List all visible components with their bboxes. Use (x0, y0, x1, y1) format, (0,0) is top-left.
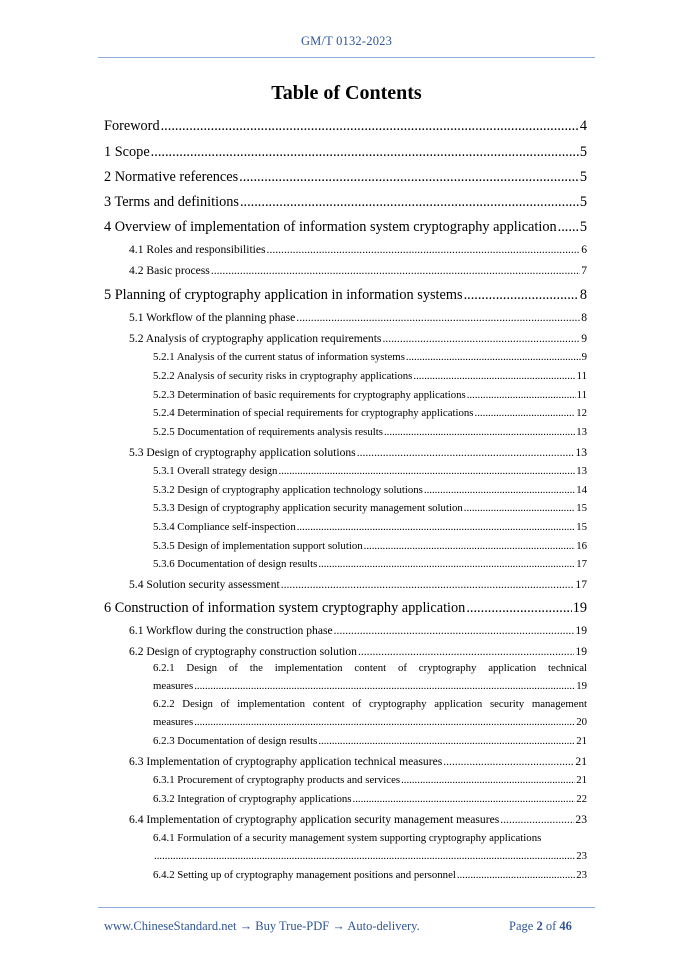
toc-entry-page: 13 (576, 465, 587, 477)
toc-entry[interactable] (153, 389, 587, 401)
toc-entry[interactable] (129, 446, 587, 459)
toc-entry-label[interactable]: 6.4.1 Formulation of a security management system supporting cryptography applications (153, 832, 542, 844)
toc-entry-label: 5.3.1 Overall strategy design (153, 465, 278, 477)
total-pages: 46 (559, 919, 572, 933)
toc-entry-page: 15 (576, 502, 587, 514)
toc-entry[interactable] (129, 578, 587, 591)
toc-entry-page: 6 (581, 243, 587, 256)
toc-entry-page: 19 (572, 600, 587, 616)
toc-entry-page: 17 (576, 558, 587, 570)
toc-entry-page: 9 (581, 332, 587, 345)
toc-entry-page: 23 (575, 813, 587, 826)
toc-entry-label: 2 Normative references (104, 169, 239, 185)
toc-entry-label-cont: measures (153, 716, 194, 728)
toc-entry[interactable] (129, 243, 587, 256)
toc-entry[interactable] (153, 370, 587, 382)
toc-entry[interactable] (129, 624, 587, 637)
toc-entry-label-cont: measures (153, 680, 194, 692)
toc-entry-page: 21 (576, 774, 587, 786)
toc-entry-page: 20 (576, 716, 587, 728)
toc-entry[interactable] (104, 118, 587, 135)
toc-entry-page: 4 (579, 118, 587, 134)
toc-entry-page: 22 (576, 793, 587, 805)
toc-entry-label: 5.2.3 Determination of basic requirements for cryptography applications (153, 389, 466, 401)
toc-entry-label: 5.3.2 Design of cryptography application technology solutions (153, 484, 423, 496)
toc-entry[interactable] (153, 407, 587, 419)
toc-entry[interactable] (129, 645, 587, 658)
toc-entry-page: 5 (579, 194, 587, 210)
toc-entry[interactable] (153, 558, 587, 570)
toc-entry-label: 5 Planning of cryptography application in information systems (104, 287, 463, 303)
toc-entry-label[interactable]: 6.2.2 Design of implementation content of cryptography application security management (153, 698, 587, 710)
toc-entry-label: Foreword (104, 118, 160, 134)
toc-entry-page: 19 (575, 645, 587, 658)
toc-entry[interactable] (153, 540, 587, 552)
toc-entry-label: 5.3.6 Documentation of design results (153, 558, 318, 570)
toc-entry-page: 21 (575, 755, 587, 768)
arrow-icon: → (239, 919, 253, 933)
toc-entry-label: 6.2 Design of cryptography construction solution (129, 645, 357, 658)
toc-entry-page: 8 (581, 311, 587, 324)
toc-entry-label[interactable]: 6.2.1 Design of the implementation content of cryptography application technical (153, 662, 587, 674)
toc-entry-label: 5.2.5 Documentation of requirements analysis results (153, 426, 383, 438)
toc-entry[interactable] (104, 194, 587, 211)
toc-entry-page: 12 (576, 407, 587, 419)
toc-entry-label: 5.1 Workflow of the planning phase (129, 311, 296, 324)
toc-entry[interactable] (153, 521, 587, 533)
toc-entry-page: 14 (576, 484, 587, 496)
toc-entry-label: 5.3 Design of cryptography application solutions (129, 446, 356, 459)
toc-entry[interactable] (153, 850, 587, 862)
toc-entry[interactable] (153, 716, 587, 728)
toc-entry[interactable] (153, 680, 587, 692)
toc-entry[interactable] (129, 813, 587, 826)
toc-entry[interactable] (153, 465, 587, 477)
toc-entry[interactable] (153, 502, 587, 514)
toc-entry[interactable] (129, 332, 587, 345)
toc-entry[interactable] (104, 169, 587, 186)
toc-entry[interactable] (153, 426, 587, 438)
arrow-icon: → (332, 919, 345, 933)
toc-entry-page: 5 (579, 219, 587, 235)
toc-entry[interactable] (153, 869, 587, 881)
header-divider (98, 57, 595, 58)
toc-entry[interactable] (104, 600, 587, 617)
toc-entry[interactable] (153, 484, 587, 496)
site-link[interactable]: www.ChineseStandard.net (104, 919, 237, 933)
toc-entry-label: 4 Overview of implementation of information system cryptography application (104, 219, 557, 235)
delivery-text: Auto-delivery. (347, 919, 420, 933)
toc-entry-page: 11 (576, 389, 587, 401)
toc-entry-label: 6.1 Workflow during the construction phase (129, 624, 333, 637)
toc-entry-label: 6.3.1 Procurement of cryptography products and services (153, 774, 401, 786)
toc-entry[interactable] (153, 735, 587, 747)
toc-entry-label: 5.2.4 Determination of special requirements for cryptography applications (153, 407, 474, 419)
toc-entry-label: 6.3 Implementation of cryptography application technical measures (129, 755, 443, 768)
toc-entry-page: 17 (575, 578, 587, 591)
toc-entry-label: 6.2.3 Documentation of design results (153, 735, 318, 747)
toc-entry-page: 9 (581, 351, 587, 363)
toc-entry-label: 5.3.4 Compliance self-inspection (153, 521, 296, 533)
toc-entry[interactable] (153, 351, 587, 363)
toc-entry-label: 6.4 Implementation of cryptography application security management measures (129, 813, 500, 826)
current-page: 2 (536, 919, 543, 933)
buy-link[interactable]: Buy True-PDF (255, 919, 330, 933)
toc-entry-label: 5.3.3 Design of cryptography application security management solution (153, 502, 463, 514)
toc-entry[interactable] (104, 144, 587, 161)
toc-entry-label: 6.3.2 Integration of cryptography applications (153, 793, 352, 805)
toc-entry[interactable] (104, 287, 587, 304)
toc-entry[interactable] (129, 755, 587, 768)
toc-entry-label: 4.2 Basic process (129, 264, 210, 277)
toc-entry-page: 5 (579, 169, 587, 185)
toc-entry-label: 5.3.5 Design of implementation support solution (153, 540, 363, 552)
toc-entry-page: 19 (576, 680, 587, 692)
toc-entry-page: 5 (579, 144, 587, 160)
toc-entry-page: 16 (576, 540, 587, 552)
toc-entry-page: 7 (581, 264, 587, 277)
toc-entry-page: 13 (576, 426, 587, 438)
toc-entry[interactable] (129, 264, 587, 277)
toc-entry-label: 4.1 Roles and responsibilities (129, 243, 266, 256)
toc-entry-page: 21 (576, 735, 587, 747)
toc-entry-page: 15 (576, 521, 587, 533)
toc-entry[interactable] (129, 311, 587, 324)
toc-entry-page: 19 (575, 624, 587, 637)
toc-entry[interactable] (153, 774, 587, 786)
toc-entry-page: 8 (579, 287, 587, 303)
toc-entry-label: 6 Construction of information system cryptography application (104, 600, 466, 616)
toc-entry[interactable] (104, 219, 587, 236)
toc-entry-label: 5.2 Analysis of cryptography application requirements (129, 332, 382, 345)
footer-promo[interactable] (104, 919, 420, 934)
toc-entry-page: 11 (576, 370, 587, 382)
toc-entry-label: 5.4 Solution security assessment (129, 578, 280, 591)
toc-entry-label: 5.2.2 Analysis of security risks in cryptography applications (153, 370, 413, 382)
page-number: Page 2 of 46 (509, 919, 572, 933)
toc-entry-page: 23 (576, 869, 587, 881)
toc-entry[interactable] (153, 793, 587, 805)
toc-entry-page: 23 (576, 850, 587, 862)
document-header: GM/T 0132-2023 (300, 34, 393, 48)
toc-entry-label: 3 Terms and definitions (104, 194, 239, 210)
toc-entry-page: 13 (575, 446, 587, 459)
toc-entry-label: 1 Scope (104, 144, 150, 160)
footer-divider (98, 907, 595, 908)
toc-entry-label: 6.4.2 Setting up of cryptography management positions and personnel (153, 869, 456, 881)
toc-entry-label: 5.2.1 Analysis of the current status of information systems (153, 351, 405, 363)
page-title: Table of Contents (271, 82, 422, 104)
